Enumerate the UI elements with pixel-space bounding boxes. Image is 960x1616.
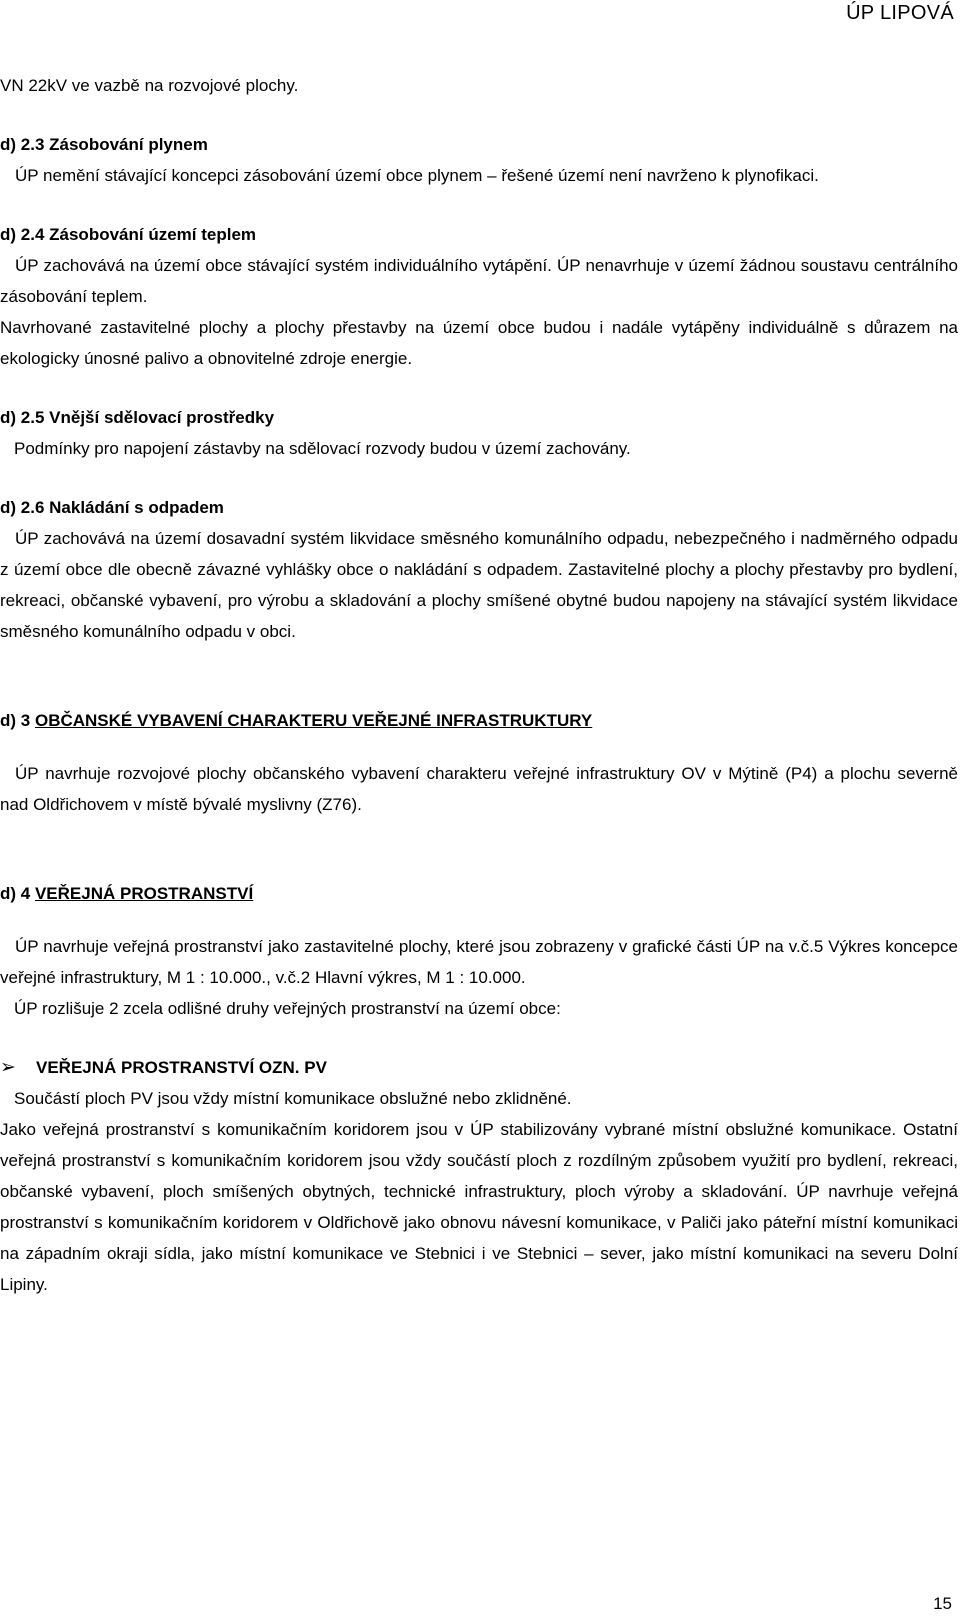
section-title: Zásobování plynem <box>49 135 208 154</box>
paragraph-public-space-1 <box>0 931 958 993</box>
arrow-bullet-icon: ➢ <box>0 1057 16 1078</box>
page-header: ÚP LIPOVÁ <box>846 2 954 24</box>
section-heading-2-5 <box>0 402 958 433</box>
paragraph-heat-1 <box>0 250 958 312</box>
section-number: d) 2.6 <box>0 498 45 517</box>
section-heading-4 <box>0 878 958 909</box>
section-number: d) 4 <box>0 884 31 903</box>
section-heading-2-3 <box>0 129 958 160</box>
paragraph-civic <box>0 758 958 820</box>
section-title: Vnější sdělovací prostředky <box>49 408 275 427</box>
page-content <box>0 70 958 1300</box>
section-heading-3 <box>0 705 958 736</box>
page-number: 15 <box>933 1594 952 1613</box>
paragraph-heat-2: Navrhované zastavitelné plochy a plochy přestavby na území obce budou i nadále vytápěny individuálně s důrazem na ekologicky únosné palivo a obnovitelné zdroje energie. <box>0 318 958 368</box>
paragraph-gas <box>0 160 958 191</box>
intro-paragraph: VN 22kV ve vazbě na rozvojové plochy. <box>0 76 299 95</box>
paragraph-waste <box>0 523 958 647</box>
paragraph-public-space-1-text: ÚP navrhuje veřejná prostranství jako zastavitelné plochy, které jsou zobrazeny v grafické části ÚP na v.č.5 Výkres koncepce veřejné infrastruktury, M 1 : 10.000., v.č.2 Hlavní výkres, M 1 : 10.000. <box>0 937 958 987</box>
bullet-heading-title: VEŘEJNÁ PROSTRANSTVÍ OZN. PV <box>36 1058 327 1077</box>
section-title: Nakládání s odpadem <box>49 498 224 517</box>
section-heading-2-4 <box>0 219 958 250</box>
paragraph-civic-text: ÚP navrhuje rozvojové plochy občanského vybavení charakteru veřejné infrastruktury OV v Mýtině (P4) a plochu severně nad Oldřichovem v místě bývalé myslivny (Z76). <box>0 764 958 814</box>
bullet-heading-pv <box>0 1052 958 1083</box>
section-number: d) 2.5 <box>0 408 45 427</box>
paragraph-public-space-2: ÚP rozlišuje 2 zcela odlišné druhy veřejných prostranství na území obce: <box>14 999 561 1018</box>
paragraph-waste-text: ÚP zachovává na území dosavadní systém likvidace směsného komunálního odpadu, nebezpečného i nadměrného odpadu z území obce dle obecně závazné vyhlášky obce o nakládání s odpadem. Zastavitelné plochy a plochy přestavby pro bydlení, rekreaci, občanské vybavení, pro výrobu a skladování a plochy smíšené obytné budou napojeny na stávající systém likvidace směsného komunálního odpadu v obci. <box>0 529 958 641</box>
section-title: VEŘEJNÁ PROSTRANSTVÍ <box>34 884 254 903</box>
section-title: OBČANSKÉ VYBAVENÍ CHARAKTERU VEŘEJNÉ INFRASTRUKTURY <box>34 711 593 730</box>
section-number: d) 3 <box>0 711 31 730</box>
paragraph-gas-text: ÚP nemění stávající koncepci zásobování území obce plynem – řešené území není navrženo k plynofikaci. <box>15 166 819 185</box>
section-heading-2-6 <box>0 492 958 523</box>
section-title: Zásobování území teplem <box>49 225 257 244</box>
paragraph-telecom: Podmínky pro napojení zástavby na sdělovací rozvody budou v území zachovány. <box>14 439 631 458</box>
section-number: d) 2.3 <box>0 135 45 154</box>
paragraph-pv-1: Součástí ploch PV jsou vždy místní komunikace obslužné nebo zklidněné. <box>14 1089 572 1108</box>
paragraph-pv-2: Jako veřejná prostranství s komunikačním koridorem jsou v ÚP stabilizovány vybrané místní obslužné komunikace. Ostatní veřejná prostranství s komunikačním koridorem jsou vždy součástí ploch z rozdílným způsobem využití pro bydlení, rekreaci, občanské vybavení, ploch smíšených obytných, technické infrastruktury, ploch výroby a skladování. ÚP navrhuje veřejná prostranství s komunikačním koridorem v Oldřichově jako obnovu návesní komunikace, v Paliči jako páteřní místní komunikaci na západním okraji sídla, jako místní komunikace ve Stebnici i ve Stebnici – sever, jako místní komunikaci na severu Dolní Lipiny. <box>0 1120 958 1294</box>
section-number: d) 2.4 <box>0 225 45 244</box>
paragraph-heat-1-text: ÚP zachovává na území obce stávající systém individuálního vytápění. ÚP nenavrhuje v území žádnou soustavu centrálního zásobování teplem. <box>0 256 958 306</box>
